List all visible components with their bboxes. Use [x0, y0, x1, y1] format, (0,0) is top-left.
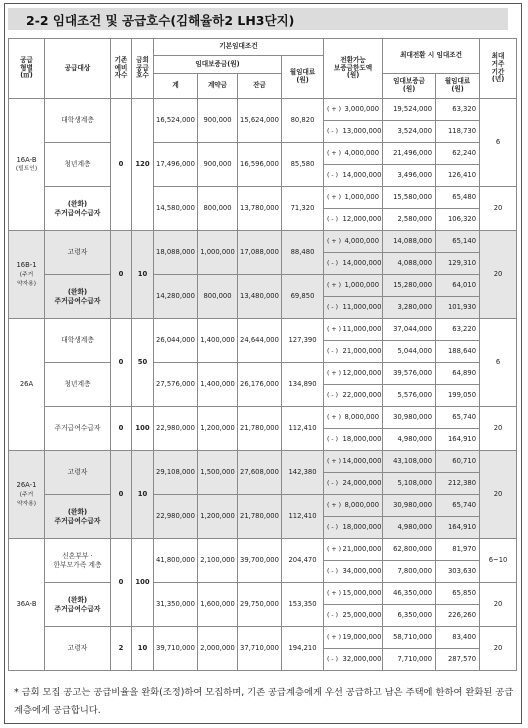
conversion-amount: 4,000,000	[343, 143, 383, 165]
conversion-sign: ( + )	[324, 539, 343, 561]
target-cell: 고령자	[45, 451, 111, 495]
max-rent-cell: 118,730	[436, 121, 480, 143]
conversion-sign: ( - )	[324, 429, 343, 451]
conversion-sign: ( + )	[324, 451, 343, 473]
max-deposit-cell: 21,496,000	[383, 143, 436, 165]
type-cell: 16B-1 (주거 약자용)	[9, 231, 45, 319]
rent-cell: 85,580	[282, 143, 324, 187]
conversion-amount: 24,000,000	[343, 473, 383, 495]
type-cell: 26A	[9, 319, 45, 451]
conversion-sign: ( - )	[324, 297, 343, 319]
max-rent-cell: 199,050	[436, 385, 480, 407]
footnote: * 금회 모집 공고는 공급비율을 완화(조정)하여 모집하며, 기존 공급계층에게 우선 공급하고 남은 주택에 한하여 완화된 공급계층에게 공급합니다.	[14, 687, 514, 716]
rent-cell: 153,350	[282, 583, 324, 627]
deposit-total-cell: 16,524,000	[154, 99, 198, 143]
max-rent-cell: 164,910	[436, 517, 480, 539]
deposit-total-cell: 31,350,000	[154, 583, 198, 627]
target-cell: (완화) 주거급여수급자	[45, 583, 111, 627]
deposit-total-cell: 22,980,000	[154, 407, 198, 451]
balance-cell: 24,644,000	[238, 319, 282, 363]
balance-cell: 13,780,000	[238, 187, 282, 231]
contract-cell: 1,600,000	[198, 583, 238, 627]
max-deposit-cell: 6,350,000	[383, 605, 436, 627]
max-rent-cell: 83,400	[436, 627, 480, 649]
conversion-sign: ( - )	[324, 561, 343, 583]
conversion-sign: ( - )	[324, 121, 343, 143]
conversion-amount: 1,000,000	[343, 275, 383, 297]
rent-cell: 204,470	[282, 539, 324, 583]
reserve-cell: 0	[111, 407, 132, 451]
max-deposit-cell: 7,710,000	[383, 649, 436, 671]
header-period: 최대 거주 기간 (년)	[480, 39, 517, 99]
conversion-sign: ( - )	[324, 165, 343, 187]
header-max-conversion: 최대전환 시 임대조건	[383, 39, 480, 74]
header-type: 공급 형별 (㎡)	[9, 39, 45, 99]
period-cell: 6	[480, 319, 517, 407]
rent-cell: 80,820	[282, 99, 324, 143]
deposit-total-cell: 14,280,000	[154, 275, 198, 319]
header-max-rent: 월임대료 (원)	[436, 74, 480, 99]
type-cell: 26A-1 (주거 약자용)	[9, 451, 45, 539]
conversion-sign: ( + )	[324, 143, 343, 165]
target-cell: 주거급여수급자	[45, 407, 111, 451]
balance-cell: 39,700,000	[238, 539, 282, 583]
conversion-amount: 12,000,000	[343, 209, 383, 231]
conversion-sign: ( + )	[324, 407, 343, 429]
header-rent: 월임대료 (원)	[282, 56, 324, 99]
rental-conditions-table	[8, 38, 517, 671]
header-max-deposit: 임대보증금 (원)	[383, 74, 436, 99]
reserve-cell: 0	[111, 319, 132, 407]
balance-cell: 15,624,000	[238, 99, 282, 143]
deposit-total-cell: 18,088,000	[154, 231, 198, 275]
rent-cell: 194,210	[282, 627, 324, 671]
period-cell: 6~10	[480, 539, 517, 583]
balance-cell: 26,176,000	[238, 363, 282, 407]
deposit-total-cell: 27,576,000	[154, 363, 198, 407]
max-deposit-cell: 14,088,000	[383, 231, 436, 253]
max-rent-cell: 62,240	[436, 143, 480, 165]
max-rent-cell: 64,890	[436, 363, 480, 385]
target-cell: 청년계층	[45, 143, 111, 187]
reserve-cell: 0	[111, 99, 132, 231]
deposit-total-cell: 39,710,000	[154, 627, 198, 671]
reserve-cell: 0	[111, 451, 132, 539]
conversion-sign: ( + )	[324, 363, 343, 385]
max-deposit-cell: 5,044,000	[383, 341, 436, 363]
supply-cell: 50	[132, 319, 154, 407]
max-deposit-cell: 58,710,000	[383, 627, 436, 649]
rent-cell: 142,380	[282, 451, 324, 495]
conversion-amount: 3,000,000	[343, 99, 383, 121]
conversion-amount: 12,000,000	[343, 363, 383, 385]
contract-cell: 1,500,000	[198, 451, 238, 495]
target-cell: (완화) 주거급여수급자	[45, 187, 111, 231]
conversion-amount: 4,000,000	[343, 231, 383, 253]
contract-cell: 1,200,000	[198, 495, 238, 539]
conversion-sign: ( + )	[324, 275, 343, 297]
max-deposit-cell: 15,280,000	[383, 275, 436, 297]
max-rent-cell: 287,570	[436, 649, 480, 671]
target-cell: 고령자	[45, 231, 111, 275]
conversion-amount: 14,000,000	[343, 451, 383, 473]
section-title: 2-2 임대조건 및 공급호수(김해율하2 LH3단지)	[26, 13, 295, 28]
max-deposit-cell: 5,576,000	[383, 385, 436, 407]
target-cell: 청년계층	[45, 363, 111, 407]
period-cell: 20	[480, 627, 517, 671]
conversion-sign: ( - )	[324, 605, 343, 627]
section-title-bar	[8, 8, 508, 30]
max-deposit-cell: 5,108,000	[383, 473, 436, 495]
conversion-sign: ( + )	[324, 319, 343, 341]
period-cell: 6	[480, 99, 517, 187]
conversion-sign: ( - )	[324, 649, 343, 671]
max-deposit-cell: 15,580,000	[383, 187, 436, 209]
target-cell: 대학생계층	[45, 319, 111, 363]
max-rent-cell: 65,140	[436, 231, 480, 253]
contract-cell: 800,000	[198, 275, 238, 319]
header-reserve: 기존 예비 자수	[111, 39, 132, 99]
rent-cell: 127,390	[282, 319, 324, 363]
header-basic-conditions: 기본임대조건	[154, 39, 324, 56]
max-rent-cell: 81,970	[436, 539, 480, 561]
max-deposit-cell: 4,980,000	[383, 429, 436, 451]
max-deposit-cell: 46,350,000	[383, 583, 436, 605]
conversion-amount: 14,000,000	[343, 165, 383, 187]
header-contract: 계약금	[198, 74, 238, 99]
conversion-amount: 19,000,000	[343, 627, 383, 649]
balance-cell: 17,088,000	[238, 231, 282, 275]
conversion-amount: 8,000,000	[343, 495, 383, 517]
conversion-sign: ( + )	[324, 583, 343, 605]
deposit-total-cell: 17,496,000	[154, 143, 198, 187]
rent-cell: 88,480	[282, 231, 324, 275]
max-rent-cell: 65,740	[436, 407, 480, 429]
max-deposit-cell: 37,044,000	[383, 319, 436, 341]
conversion-amount: 8,000,000	[343, 407, 383, 429]
header-deposit-total: 계	[154, 74, 198, 99]
supply-cell: 100	[132, 407, 154, 451]
conversion-amount: 22,000,000	[343, 385, 383, 407]
conversion-amount: 15,000,000	[343, 583, 383, 605]
rent-cell: 69,850	[282, 275, 324, 319]
conversion-sign: ( - )	[324, 517, 343, 539]
contract-cell: 900,000	[198, 99, 238, 143]
conversion-sign: ( - )	[324, 385, 343, 407]
max-rent-cell: 226,260	[436, 605, 480, 627]
supply-cell: 10	[132, 231, 154, 319]
balance-cell: 21,780,000	[238, 407, 282, 451]
conversion-amount: 34,000,000	[343, 561, 383, 583]
target-cell: (완화) 주거급여수급자	[45, 495, 111, 539]
max-deposit-cell: 30,980,000	[383, 495, 436, 517]
contract-cell: 1,400,000	[198, 363, 238, 407]
conversion-amount: 1,000,000	[343, 187, 383, 209]
conversion-sign: ( - )	[324, 341, 343, 363]
conversion-amount: 18,000,000	[343, 517, 383, 539]
conversion-amount: 21,000,000	[343, 539, 383, 561]
rent-cell: 112,410	[282, 407, 324, 451]
target-cell: 대학생계층	[45, 99, 111, 143]
conversion-amount: 11,000,000	[343, 319, 383, 341]
max-deposit-cell: 30,980,000	[383, 407, 436, 429]
max-rent-cell: 63,220	[436, 319, 480, 341]
reserve-cell: 0	[111, 539, 132, 627]
max-rent-cell: 106,320	[436, 209, 480, 231]
conversion-amount: 13,000,000	[343, 121, 383, 143]
conversion-sign: ( + )	[324, 231, 343, 253]
max-rent-cell: 129,310	[436, 253, 480, 275]
max-rent-cell: 65,740	[436, 495, 480, 517]
rent-cell: 112,410	[282, 495, 324, 539]
header-balance: 잔금	[238, 74, 282, 99]
max-rent-cell: 101,930	[436, 297, 480, 319]
conversion-amount: 18,000,000	[343, 429, 383, 451]
max-deposit-cell: 4,980,000	[383, 517, 436, 539]
balance-cell: 29,750,000	[238, 583, 282, 627]
conversion-sign: ( - )	[324, 209, 343, 231]
conversion-amount: 11,000,000	[343, 297, 383, 319]
conversion-sign: ( - )	[324, 253, 343, 275]
balance-cell: 21,780,000	[238, 495, 282, 539]
max-rent-cell: 64,010	[436, 275, 480, 297]
max-deposit-cell: 3,280,000	[383, 297, 436, 319]
max-deposit-cell: 7,800,000	[383, 561, 436, 583]
max-deposit-cell: 62,800,000	[383, 539, 436, 561]
conversion-amount: 25,000,000	[343, 605, 383, 627]
contract-cell: 800,000	[198, 187, 238, 231]
balance-cell: 16,596,000	[238, 143, 282, 187]
deposit-total-cell: 29,108,000	[154, 451, 198, 495]
supply-cell: 10	[132, 451, 154, 539]
contract-cell: 1,200,000	[198, 407, 238, 451]
max-rent-cell: 65,850	[436, 583, 480, 605]
supply-cell: 10	[132, 627, 154, 671]
header-convertible-limit: 전환가능 보증금한도액 (원)	[324, 39, 383, 99]
supply-cell: 120	[132, 99, 154, 231]
contract-cell: 2,000,000	[198, 627, 238, 671]
max-deposit-cell: 19,524,000	[383, 99, 436, 121]
period-cell: 20	[480, 231, 517, 319]
max-rent-cell: 65,480	[436, 187, 480, 209]
max-deposit-cell: 43,108,000	[383, 451, 436, 473]
header-target: 공급대상	[45, 39, 111, 99]
rent-cell: 71,320	[282, 187, 324, 231]
contract-cell: 2,100,000	[198, 539, 238, 583]
conversion-amount: 21,000,000	[343, 341, 383, 363]
conversion-amount: 14,000,000	[343, 253, 383, 275]
target-cell: 고령자	[45, 627, 111, 671]
contract-cell: 1,400,000	[198, 319, 238, 363]
max-rent-cell: 188,640	[436, 341, 480, 363]
balance-cell: 13,480,000	[238, 275, 282, 319]
rent-cell: 134,890	[282, 363, 324, 407]
period-cell: 20	[480, 407, 517, 451]
max-deposit-cell: 39,576,000	[383, 363, 436, 385]
max-rent-cell: 126,410	[436, 165, 480, 187]
max-deposit-cell: 2,580,000	[383, 209, 436, 231]
balance-cell: 37,710,000	[238, 627, 282, 671]
conversion-sign: ( + )	[324, 187, 343, 209]
conversion-amount: 32,000,000	[343, 649, 383, 671]
type-cell: 36A-B	[9, 539, 45, 671]
max-rent-cell: 212,380	[436, 473, 480, 495]
period-cell: 20	[480, 451, 517, 539]
max-deposit-cell: 3,524,000	[383, 121, 436, 143]
header-deposit: 임대보증금(원)	[154, 56, 282, 74]
conversion-sign: ( + )	[324, 99, 343, 121]
period-cell: 20	[480, 187, 517, 231]
target-cell: 신혼부부 · 한부모가족 계층	[45, 539, 111, 583]
deposit-total-cell: 14,580,000	[154, 187, 198, 231]
deposit-total-cell: 26,044,000	[154, 319, 198, 363]
max-rent-cell: 63,320	[436, 99, 480, 121]
contract-cell: 1,000,000	[198, 231, 238, 275]
reserve-cell: 0	[111, 231, 132, 319]
period-cell: 20	[480, 583, 517, 627]
max-rent-cell: 164,910	[436, 429, 480, 451]
deposit-total-cell: 41,800,000	[154, 539, 198, 583]
max-deposit-cell: 3,496,000	[383, 165, 436, 187]
max-deposit-cell: 4,088,000	[383, 253, 436, 275]
conversion-sign: ( - )	[324, 473, 343, 495]
deposit-total-cell: 22,980,000	[154, 495, 198, 539]
max-rent-cell: 60,710	[436, 451, 480, 473]
max-rent-cell: 303,630	[436, 561, 480, 583]
conversion-sign: ( + )	[324, 627, 343, 649]
target-cell: (완화) 주거급여수급자	[45, 275, 111, 319]
supply-cell: 100	[132, 539, 154, 627]
balance-cell: 27,608,000	[238, 451, 282, 495]
header-supply: 금회 공급 호수	[132, 39, 154, 99]
conversion-sign: ( + )	[324, 495, 343, 517]
type-cell: 16A-B (빌트인)	[9, 99, 45, 231]
contract-cell: 900,000	[198, 143, 238, 187]
reserve-cell: 2	[111, 627, 132, 671]
